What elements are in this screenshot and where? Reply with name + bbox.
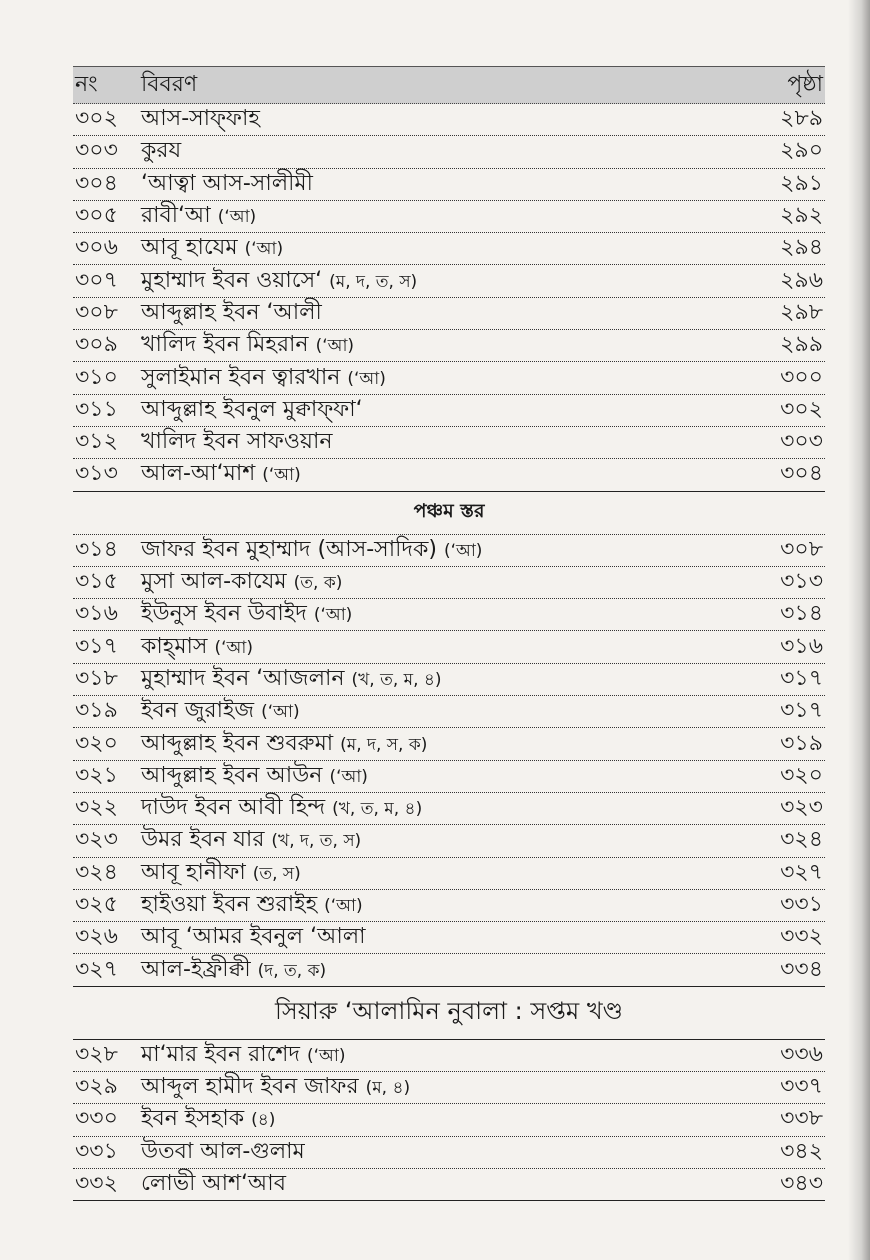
- entry-title: আবূ হানীফা: [141, 859, 246, 885]
- entry-number: ৩০৩: [75, 138, 118, 164]
- entry-title: আবূ হাযেম: [141, 235, 238, 261]
- entry-title-cell: [137, 952, 743, 989]
- toc-row: [73, 728, 825, 760]
- entry-note: (‘আ): [324, 895, 363, 916]
- entry-number: ৩০৭: [75, 267, 118, 293]
- entry-title: ইউনুস ইবন উবাইদ: [141, 601, 307, 627]
- entry-number: ৩২২: [75, 795, 118, 821]
- entry-number: ৩৩০: [75, 1106, 118, 1132]
- toc-row: [73, 793, 825, 825]
- header-page: পৃষ্ঠা: [787, 71, 823, 97]
- entry-number: ৩৩১: [75, 1138, 118, 1164]
- entry-page: ৩১৭: [780, 698, 823, 724]
- entry-page: ৩০২: [780, 396, 823, 422]
- entry-page: ২৯০: [780, 138, 823, 164]
- entry-title: দাউদ ইবন আবী হিন্দ: [141, 795, 326, 821]
- section-heading: পঞ্চম স্তর: [73, 492, 825, 535]
- entry-page: ৩৩১: [780, 891, 823, 917]
- toc-row: [73, 330, 825, 362]
- toc-row: [73, 233, 825, 265]
- entry-number: ৩১৫: [75, 569, 118, 595]
- toc-row: [73, 1137, 825, 1169]
- entry-number: ৩২৯: [75, 1074, 118, 1100]
- entry-number: ৩২৮: [75, 1041, 118, 1067]
- entry-number: ৩১২: [75, 429, 118, 455]
- toc-header: [73, 66, 825, 104]
- entry-number: ৩২০: [75, 730, 118, 756]
- entry-number: ৩১৮: [75, 665, 118, 691]
- entry-note: (‘আ): [313, 605, 353, 626]
- entry-title: মুসা আল-কাযেম: [141, 569, 287, 595]
- entry-page: ২৯৮: [780, 299, 823, 325]
- entry-title: আব্দুল্লাহ ইবন আউন: [141, 762, 323, 788]
- entry-page: ৩০৮: [780, 536, 823, 562]
- entry-note: (খ, ত, ম, ৪): [351, 669, 442, 690]
- entry-page: ৩৩৪: [780, 956, 823, 982]
- toc-row: [73, 136, 825, 168]
- entry-title: খালিদ ইবন মিহরান: [141, 332, 309, 358]
- entry-page: ৩২৪: [780, 827, 823, 853]
- header-title: বিবরণ: [141, 71, 198, 97]
- toc-row: [73, 535, 825, 567]
- entry-note: (‘আ): [262, 465, 301, 486]
- entry-page: ৩০৪: [780, 461, 823, 487]
- entry-title: আব্দুল্লাহ ইবন ‘আলী: [141, 299, 322, 325]
- entry-note: (দ, ত, ক): [257, 960, 327, 981]
- entry-page: ৩১৩: [780, 569, 823, 595]
- toc-row: [73, 631, 825, 663]
- entry-note: (‘আ): [307, 1045, 346, 1066]
- entry-page: ২৯৪: [780, 235, 823, 261]
- toc-row: [73, 922, 825, 954]
- entry-title: সুলাইমান ইবন ত্বারখান: [141, 364, 341, 390]
- entry-page: ৩৩৬: [780, 1041, 823, 1067]
- toc-row: [73, 696, 825, 728]
- entry-title: খালিদ ইবন সাফওয়ান: [141, 429, 333, 455]
- entry-number: ৩০৮: [75, 299, 118, 325]
- entry-number: ৩২৩: [75, 827, 118, 853]
- entry-page: ৩৩২: [780, 924, 823, 950]
- entry-number: ৩১৩: [75, 461, 118, 487]
- entry-title: আল-ইফ্রীক্বী: [141, 956, 251, 982]
- entry-note: (খ, দ, ত, স): [271, 831, 362, 852]
- entry-title: ইবন জুরাইজ: [141, 698, 255, 724]
- entry-note: (ত, স): [252, 863, 301, 884]
- entry-number: ৩০৯: [75, 332, 118, 358]
- entry-number: ৩২১: [75, 762, 118, 788]
- entry-number: ৩১৪: [75, 536, 118, 562]
- toc-block-2: [73, 535, 825, 987]
- entry-page: ২৯১: [780, 170, 823, 196]
- entry-note: (৪): [251, 1110, 276, 1131]
- entry-note: (ম, ৪): [365, 1078, 411, 1099]
- entry-number: ৩১৬: [75, 601, 118, 627]
- entry-page: ২৯৯: [780, 332, 823, 358]
- toc-row: [73, 395, 825, 427]
- entry-note: (‘আ): [347, 368, 386, 389]
- entry-title: ‘আত্বা আস-সালীমী: [141, 170, 313, 196]
- entry-page: ২৯২: [780, 203, 823, 229]
- toc-row: [73, 954, 825, 986]
- entry-note: (‘আ): [217, 207, 257, 228]
- toc-row: [73, 1104, 825, 1136]
- table-of-contents: [73, 66, 825, 1201]
- entry-number: ৩১৯: [75, 698, 118, 724]
- toc-row: [73, 858, 825, 890]
- entry-number: ৩০৬: [75, 235, 118, 261]
- entry-number: ৩২৬: [75, 924, 118, 950]
- entry-note: (‘আ): [261, 702, 300, 723]
- toc-row: [73, 265, 825, 297]
- volume-heading: সিয়ারু ‘আলামিন নুবালা : সপ্তম খণ্ড: [73, 987, 825, 1040]
- entry-number: ৩১১: [75, 396, 118, 422]
- toc-row: [73, 1040, 825, 1072]
- toc-row: [73, 1072, 825, 1104]
- entry-note: (‘আ): [443, 540, 483, 561]
- entry-title: মুহাম্মাদ ইবন ওয়াসে‘: [141, 267, 323, 293]
- entry-page: ৩৩৭: [780, 1074, 823, 1100]
- toc-row: [73, 104, 825, 136]
- entry-page: ৩১৯: [780, 730, 823, 756]
- entry-title: রাবী‘আ: [141, 203, 211, 229]
- entry-title-cell: [137, 456, 743, 493]
- entry-title: লোভী আশ‘আব: [141, 1171, 286, 1197]
- toc-row: [73, 664, 825, 696]
- entry-note: (‘আ): [214, 637, 253, 658]
- entry-number: ৩০৫: [75, 203, 118, 229]
- toc-row: [73, 298, 825, 330]
- toc-row: [73, 362, 825, 394]
- entry-page: ৩২৭: [780, 859, 823, 885]
- entry-title-cell: [137, 1166, 743, 1203]
- entry-page: ৩০৩: [780, 429, 823, 455]
- toc-row: [73, 599, 825, 631]
- entry-page: ৩১৪: [780, 601, 823, 627]
- entry-number: ৩০২: [75, 106, 118, 132]
- entry-title: আব্দুল্লাহ ইবনুল মুক্বাফ্‌ফা‘: [141, 396, 363, 422]
- entry-note: (‘আ): [244, 239, 284, 260]
- entry-title: মুহাম্মাদ ইবন ‘আজলান: [141, 665, 345, 691]
- entry-number: ৩৩২: [75, 1171, 118, 1197]
- entry-note: (‘আ): [329, 766, 368, 787]
- entry-page: ৩১৭: [780, 665, 823, 691]
- entry-title: হাইওয়া ইবন শুরাইহ: [141, 891, 318, 917]
- entry-number: ৩১৭: [75, 633, 118, 659]
- entry-note: (ম, দ, স, ক): [340, 734, 428, 755]
- toc-row: [73, 459, 825, 491]
- entry-note: (‘আ): [315, 336, 355, 357]
- entry-title: কুরয: [141, 138, 182, 164]
- entry-page: ২৯৬: [780, 267, 823, 293]
- entry-title: জাফর ইবন মুহাম্মাদ (আস-সাদিক): [141, 536, 437, 562]
- toc-row: [73, 761, 825, 793]
- entry-page: ৩৩৮: [780, 1106, 823, 1132]
- entry-page: ২৮৯: [780, 106, 823, 132]
- toc-block-3: [73, 1040, 825, 1201]
- entry-note: (ত, ক): [293, 573, 343, 594]
- toc-row: [73, 201, 825, 233]
- entry-title: মা‘মার ইবন রাশেদ: [141, 1041, 300, 1067]
- entry-number: ৩০৪: [75, 170, 118, 196]
- entry-title: আব্দুল্লাহ ইবন শুবরুমা: [141, 730, 334, 756]
- entry-title: কাহ্‌মাস: [141, 633, 208, 659]
- entry-number: ৩২৫: [75, 891, 118, 917]
- entry-title: আবূ ‘আমর ইবনুল ‘আলা: [141, 924, 366, 950]
- entry-page: ৩০০: [780, 364, 823, 390]
- entry-number: ৩২৪: [75, 859, 118, 885]
- page-edge-shadow: [848, 0, 870, 1260]
- entry-title: উমর ইবন যার: [141, 827, 265, 853]
- toc-row: [73, 169, 825, 201]
- entry-page: ৩৪৩: [780, 1171, 823, 1197]
- entry-page: ৩৪২: [780, 1138, 823, 1164]
- toc-block-1: [73, 104, 825, 492]
- entry-note: (ম, দ, ত, স): [329, 271, 418, 292]
- entry-page: ৩২৩: [780, 795, 823, 821]
- entry-title: আব্দুল হামীদ ইবন জাফর: [141, 1074, 359, 1100]
- toc-row: [73, 890, 825, 922]
- toc-row: [73, 1169, 825, 1201]
- entry-number: ৩২৭: [75, 956, 118, 982]
- entry-title: আস-সাফ্‌ফাহ: [141, 106, 260, 132]
- entry-page: ৩১৬: [780, 633, 823, 659]
- entry-page: ৩২০: [780, 762, 823, 788]
- toc-row: [73, 567, 825, 599]
- entry-note: (খ, ত, ম, ৪): [332, 799, 423, 820]
- entry-title: ইবন ইসহাক: [141, 1106, 245, 1132]
- header-num: নং: [75, 71, 98, 97]
- entry-number: ৩১০: [75, 364, 118, 390]
- entry-title: উতবা আল-গুলাম: [141, 1138, 305, 1164]
- toc-row: [73, 427, 825, 459]
- toc-row: [73, 825, 825, 857]
- entry-title: আল-আ‘মাশ: [141, 461, 256, 487]
